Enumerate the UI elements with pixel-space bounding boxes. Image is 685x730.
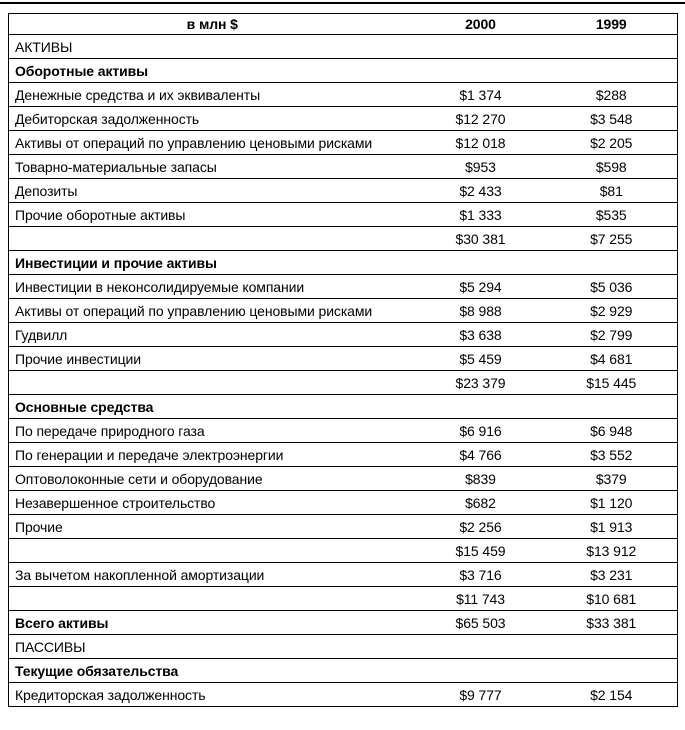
data-row xyxy=(9,83,678,107)
value-1999: $4 681 xyxy=(546,347,678,371)
data-row xyxy=(9,155,678,179)
row-label xyxy=(9,227,416,251)
value-2000 xyxy=(416,35,546,59)
row-label: Прочие xyxy=(9,515,416,539)
data-row xyxy=(9,299,678,323)
data-row xyxy=(9,683,678,707)
header-unit-label: в млн $ xyxy=(9,14,416,35)
data-row xyxy=(9,323,678,347)
row-label xyxy=(9,587,416,611)
value-1999: $7 255 xyxy=(546,227,678,251)
data-row xyxy=(9,179,678,203)
value-2000: $12 018 xyxy=(416,131,546,155)
value-1999: $2 205 xyxy=(546,131,678,155)
value-1999: $3 552 xyxy=(546,443,678,467)
row-label xyxy=(9,371,416,395)
row-label: ПАССИВЫ xyxy=(9,635,416,659)
subtotal-row xyxy=(9,539,678,563)
group-row xyxy=(9,59,678,83)
data-row xyxy=(9,563,678,587)
row-label: По передаче природного газа xyxy=(9,419,416,443)
row-label: Незавершенное строительство xyxy=(9,491,416,515)
value-1999: $2 799 xyxy=(546,323,678,347)
row-label xyxy=(9,539,416,563)
value-2000: $9 777 xyxy=(416,683,546,707)
value-1999: $1 120 xyxy=(546,491,678,515)
row-label: Дебиторская задолженность xyxy=(9,107,416,131)
data-row xyxy=(9,107,678,131)
subtotal-row xyxy=(9,587,678,611)
data-row xyxy=(9,443,678,467)
value-1999: $10 681 xyxy=(546,587,678,611)
value-2000 xyxy=(416,659,546,683)
value-1999: $15 445 xyxy=(546,371,678,395)
value-2000: $1 374 xyxy=(416,83,546,107)
value-1999: $535 xyxy=(546,203,678,227)
row-label: По генерации и передаче электроэнергии xyxy=(9,443,416,467)
data-row xyxy=(9,491,678,515)
row-label: Денежные средства и их эквиваленты xyxy=(9,83,416,107)
value-2000 xyxy=(416,59,546,83)
value-2000: $839 xyxy=(416,467,546,491)
data-row xyxy=(9,347,678,371)
row-label: Основные средства xyxy=(9,395,416,419)
value-2000: $11 743 xyxy=(416,587,546,611)
top-rule-divider xyxy=(0,2,685,4)
value-1999: $288 xyxy=(546,83,678,107)
row-label: Активы от операций по управлению ценовыми рисками xyxy=(9,299,416,323)
subtotal-row xyxy=(9,227,678,251)
value-1999: $81 xyxy=(546,179,678,203)
value-1999: $5 036 xyxy=(546,275,678,299)
value-2000: $5 294 xyxy=(416,275,546,299)
total-row xyxy=(9,611,678,635)
row-label: Всего активы xyxy=(9,611,416,635)
value-2000: $15 459 xyxy=(416,539,546,563)
row-label: Товарно-материальные запасы xyxy=(9,155,416,179)
value-2000: $3 716 xyxy=(416,563,546,587)
row-label: За вычетом накопленной амортизации xyxy=(9,563,416,587)
row-label: Оптоволоконные сети и оборудование xyxy=(9,467,416,491)
header-year-1999: 1999 xyxy=(546,14,678,35)
value-1999 xyxy=(546,35,678,59)
data-row xyxy=(9,131,678,155)
table-body xyxy=(9,35,678,707)
data-row xyxy=(9,275,678,299)
value-2000: $4 766 xyxy=(416,443,546,467)
value-1999: $3 548 xyxy=(546,107,678,131)
row-label: Прочие инвестиции xyxy=(9,347,416,371)
value-1999: $3 231 xyxy=(546,563,678,587)
value-2000 xyxy=(416,395,546,419)
value-2000: $12 270 xyxy=(416,107,546,131)
row-label: Оборотные активы xyxy=(9,59,416,83)
value-2000: $682 xyxy=(416,491,546,515)
value-1999 xyxy=(546,635,678,659)
value-1999 xyxy=(546,395,678,419)
value-1999 xyxy=(546,251,678,275)
group-row xyxy=(9,659,678,683)
row-label: Инвестиции и прочие активы xyxy=(9,251,416,275)
value-1999: $379 xyxy=(546,467,678,491)
value-2000: $6 916 xyxy=(416,419,546,443)
value-1999: $6 948 xyxy=(546,419,678,443)
row-label: Инвестиции в неконсолидируемые компании xyxy=(9,275,416,299)
row-label: Гудвилл xyxy=(9,323,416,347)
value-2000: $2 256 xyxy=(416,515,546,539)
value-2000: $1 333 xyxy=(416,203,546,227)
section-row xyxy=(9,35,678,59)
value-1999: $2 929 xyxy=(546,299,678,323)
section-row xyxy=(9,635,678,659)
group-row xyxy=(9,251,678,275)
value-2000 xyxy=(416,251,546,275)
data-row xyxy=(9,467,678,491)
value-1999: $2 154 xyxy=(546,683,678,707)
row-label: Активы от операций по управлению ценовыми рисками xyxy=(9,131,416,155)
data-row xyxy=(9,203,678,227)
value-2000: $2 433 xyxy=(416,179,546,203)
row-label: Текущие обязательства xyxy=(9,659,416,683)
value-1999: $598 xyxy=(546,155,678,179)
row-label: Прочие оборотные активы xyxy=(9,203,416,227)
value-1999 xyxy=(546,59,678,83)
value-1999: $1 913 xyxy=(546,515,678,539)
value-2000: $8 988 xyxy=(416,299,546,323)
row-label: АКТИВЫ xyxy=(9,35,416,59)
value-2000 xyxy=(416,635,546,659)
header-row xyxy=(9,14,678,35)
data-row xyxy=(9,419,678,443)
value-1999: $13 912 xyxy=(546,539,678,563)
value-2000: $5 459 xyxy=(416,347,546,371)
header-year-2000: 2000 xyxy=(416,14,546,35)
value-1999: $33 381 xyxy=(546,611,678,635)
row-label: Депозиты xyxy=(9,179,416,203)
value-2000: $65 503 xyxy=(416,611,546,635)
value-1999 xyxy=(546,659,678,683)
subtotal-row xyxy=(9,371,678,395)
value-2000: $23 379 xyxy=(416,371,546,395)
row-label: Кредиторская задолженность xyxy=(9,683,416,707)
data-row xyxy=(9,515,678,539)
balance-sheet-table xyxy=(8,13,678,707)
value-2000: $953 xyxy=(416,155,546,179)
value-2000: $30 381 xyxy=(416,227,546,251)
group-row xyxy=(9,395,678,419)
value-2000: $3 638 xyxy=(416,323,546,347)
